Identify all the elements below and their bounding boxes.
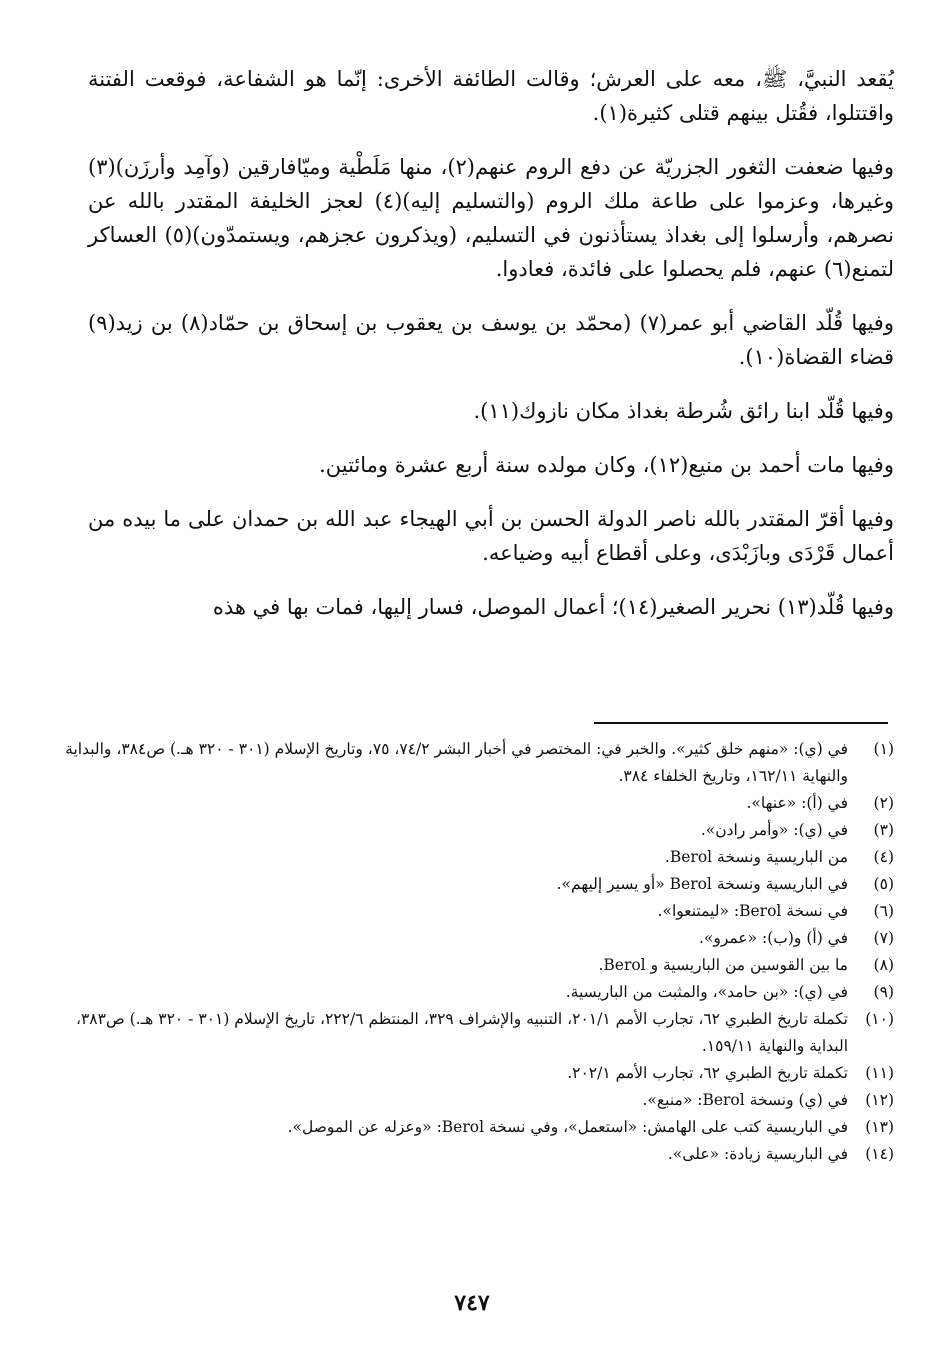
footnote-separator [594, 722, 888, 724]
footnote-number: (١١) [865, 1064, 894, 1082]
footnote-text: في (ي) ونسخة Berol: «منبع». [642, 1091, 848, 1109]
paragraph: يُقعد النبيَّ، ﷺ، معه على العرش؛ وقالت الطائفة الأخرى: إنّما هو الشفاعة، فوقعت الفتنة واقتتلوا، فقُتل بينهم قتلى كثيرة(١). [88, 67, 894, 125]
footnote-text: في (ي): «وأمر رادن». [700, 821, 848, 839]
footnote [55, 790, 894, 817]
paragraph: وفيها مات أحمد بن منيع(١٢)، وكان مولده سنة أربع عشرة ومائتين. [319, 453, 894, 477]
footnote-text: في نسخة Berol: «ليمتنعوا». [657, 902, 848, 920]
footnote-number: (١٠) [865, 1010, 894, 1028]
footnote-number: (١) [873, 740, 894, 758]
paragraph: وفيها قُلّد ابنا رائق شُرطة بغداذ مكان نازوك(١١). [473, 399, 894, 423]
footnote-text: تكملة تاريخ الطبري ٦٢، تجارب الأمم ٢٠١/١، التنبيه والإشراف ٣٢٩، المنتظم ٢٢٢/٦، تاريخ الإسلام (٣٠١ - ٣٢٠ هـ.) ص٣٨٣، البداية والنهاية ١٥٩/١١. [75, 1010, 848, 1055]
footnote-text: في (أ) و(ب): «عمرو». [698, 929, 848, 947]
footnote-text: في الباريسية زيادة: «على». [667, 1145, 848, 1163]
paragraph: وفيها ضعفت الثغور الجزريّة عن دفع الروم عنهم(٢)، منها مَلَطْية وميّافارقين (وآمِد وأرزَن)(٣) وغيرها، وعزموا على طاعة ملك الروم (والتسليم إليه)(٤) لعجز الخليفة المقتدر بالله عن نصرهم، وأرسلوا إلى بغداذ يستأذنون في التسليم، (ويذكرون عجزهم، ويستمدّون)(٥) العساكر لتمنع(٦) عنهم، فلم يحصلوا على فائدة، فعادوا. [88, 155, 894, 281]
footnote [55, 1114, 894, 1141]
page-number: ٧٤٧ [454, 1290, 490, 1316]
footnote-text: في الباريسية كتب على الهامش: «استعمل»، وفي نسخة Berol: «وعزله عن الموصل». [287, 1118, 848, 1136]
paragraph: وفيها أقرّ المقتدر بالله ناصر الدولة الحسن بن أبي الهيجاء عبد الله بن حمدان على ما بيده من أعمال قَرْدَى وبازَبْدَى، وعلى أقطاع أبيه وضياعه. [88, 507, 894, 565]
footnote-number: (٧) [873, 929, 894, 947]
footnote-number: (١٢) [865, 1091, 894, 1109]
footnote-number: (١٣) [865, 1118, 894, 1136]
footnote-text: من الباريسية ونسخة Berol. [664, 848, 848, 866]
footnote-number: (٢) [873, 794, 894, 812]
footnote [55, 1006, 894, 1060]
paragraph: وفيها قُلّد(١٣) نحرير الصغير(١٤)؛ أعمال الموصل، فسار إليها، فمات بها في هذه [212, 595, 894, 619]
footnote [55, 871, 894, 898]
footnote-text: في الباريسية ونسخة Berol «أو يسير إليهم». [556, 875, 848, 893]
footnote [55, 1141, 894, 1168]
footnote [55, 1087, 894, 1114]
footnote [55, 817, 894, 844]
footnote [55, 1060, 894, 1087]
footnote-number: (٦) [873, 902, 894, 920]
footnote-number: (٣) [873, 821, 894, 839]
footnote [55, 979, 894, 1006]
footnote-text: في (ي): «بن حامد»، والمثبت من الباريسية. [565, 983, 848, 1001]
footnote [55, 952, 894, 979]
footnote-text: في (أ): «عنها». [746, 794, 848, 812]
footnote-number: (٨) [873, 956, 894, 974]
footnote-number: (٤) [873, 848, 894, 866]
footnote [55, 844, 894, 871]
footnotes [55, 736, 894, 1168]
paragraph: وفيها قُلّد القاضي أبو عمر(٧) (محمّد بن يوسف بن يعقوب بن إسحاق بن حمّاد(٨) بن زيد(٩) قضاء القضاة(١٠). [88, 311, 894, 369]
footnote [55, 898, 894, 925]
footnote-number: (١٤) [865, 1145, 894, 1163]
footnote-text: في (ي): «منهم خلق كثير». والخبر في: المختصر في أخبار البشر ٧٤/٢، ٧٥، وتاريخ الإسلام (٣٠١ - ٣٢٠ هـ.) ص٣٨٤، والبداية والنهاية ١٦٢/١١، وتاريخ الخلفاء ٣٨٤. [65, 740, 848, 785]
footnote-number: (٥) [873, 875, 894, 893]
footnote [55, 925, 894, 952]
footnote [55, 736, 894, 790]
main-text [88, 62, 894, 624]
footnote-number: (٩) [873, 983, 894, 1001]
footnote-text: تكملة تاريخ الطبري ٦٢، تجارب الأمم ٢٠٢/١. [567, 1064, 848, 1082]
footnote-text: ما بين القوسين من الباريسية و Berol. [598, 956, 848, 974]
